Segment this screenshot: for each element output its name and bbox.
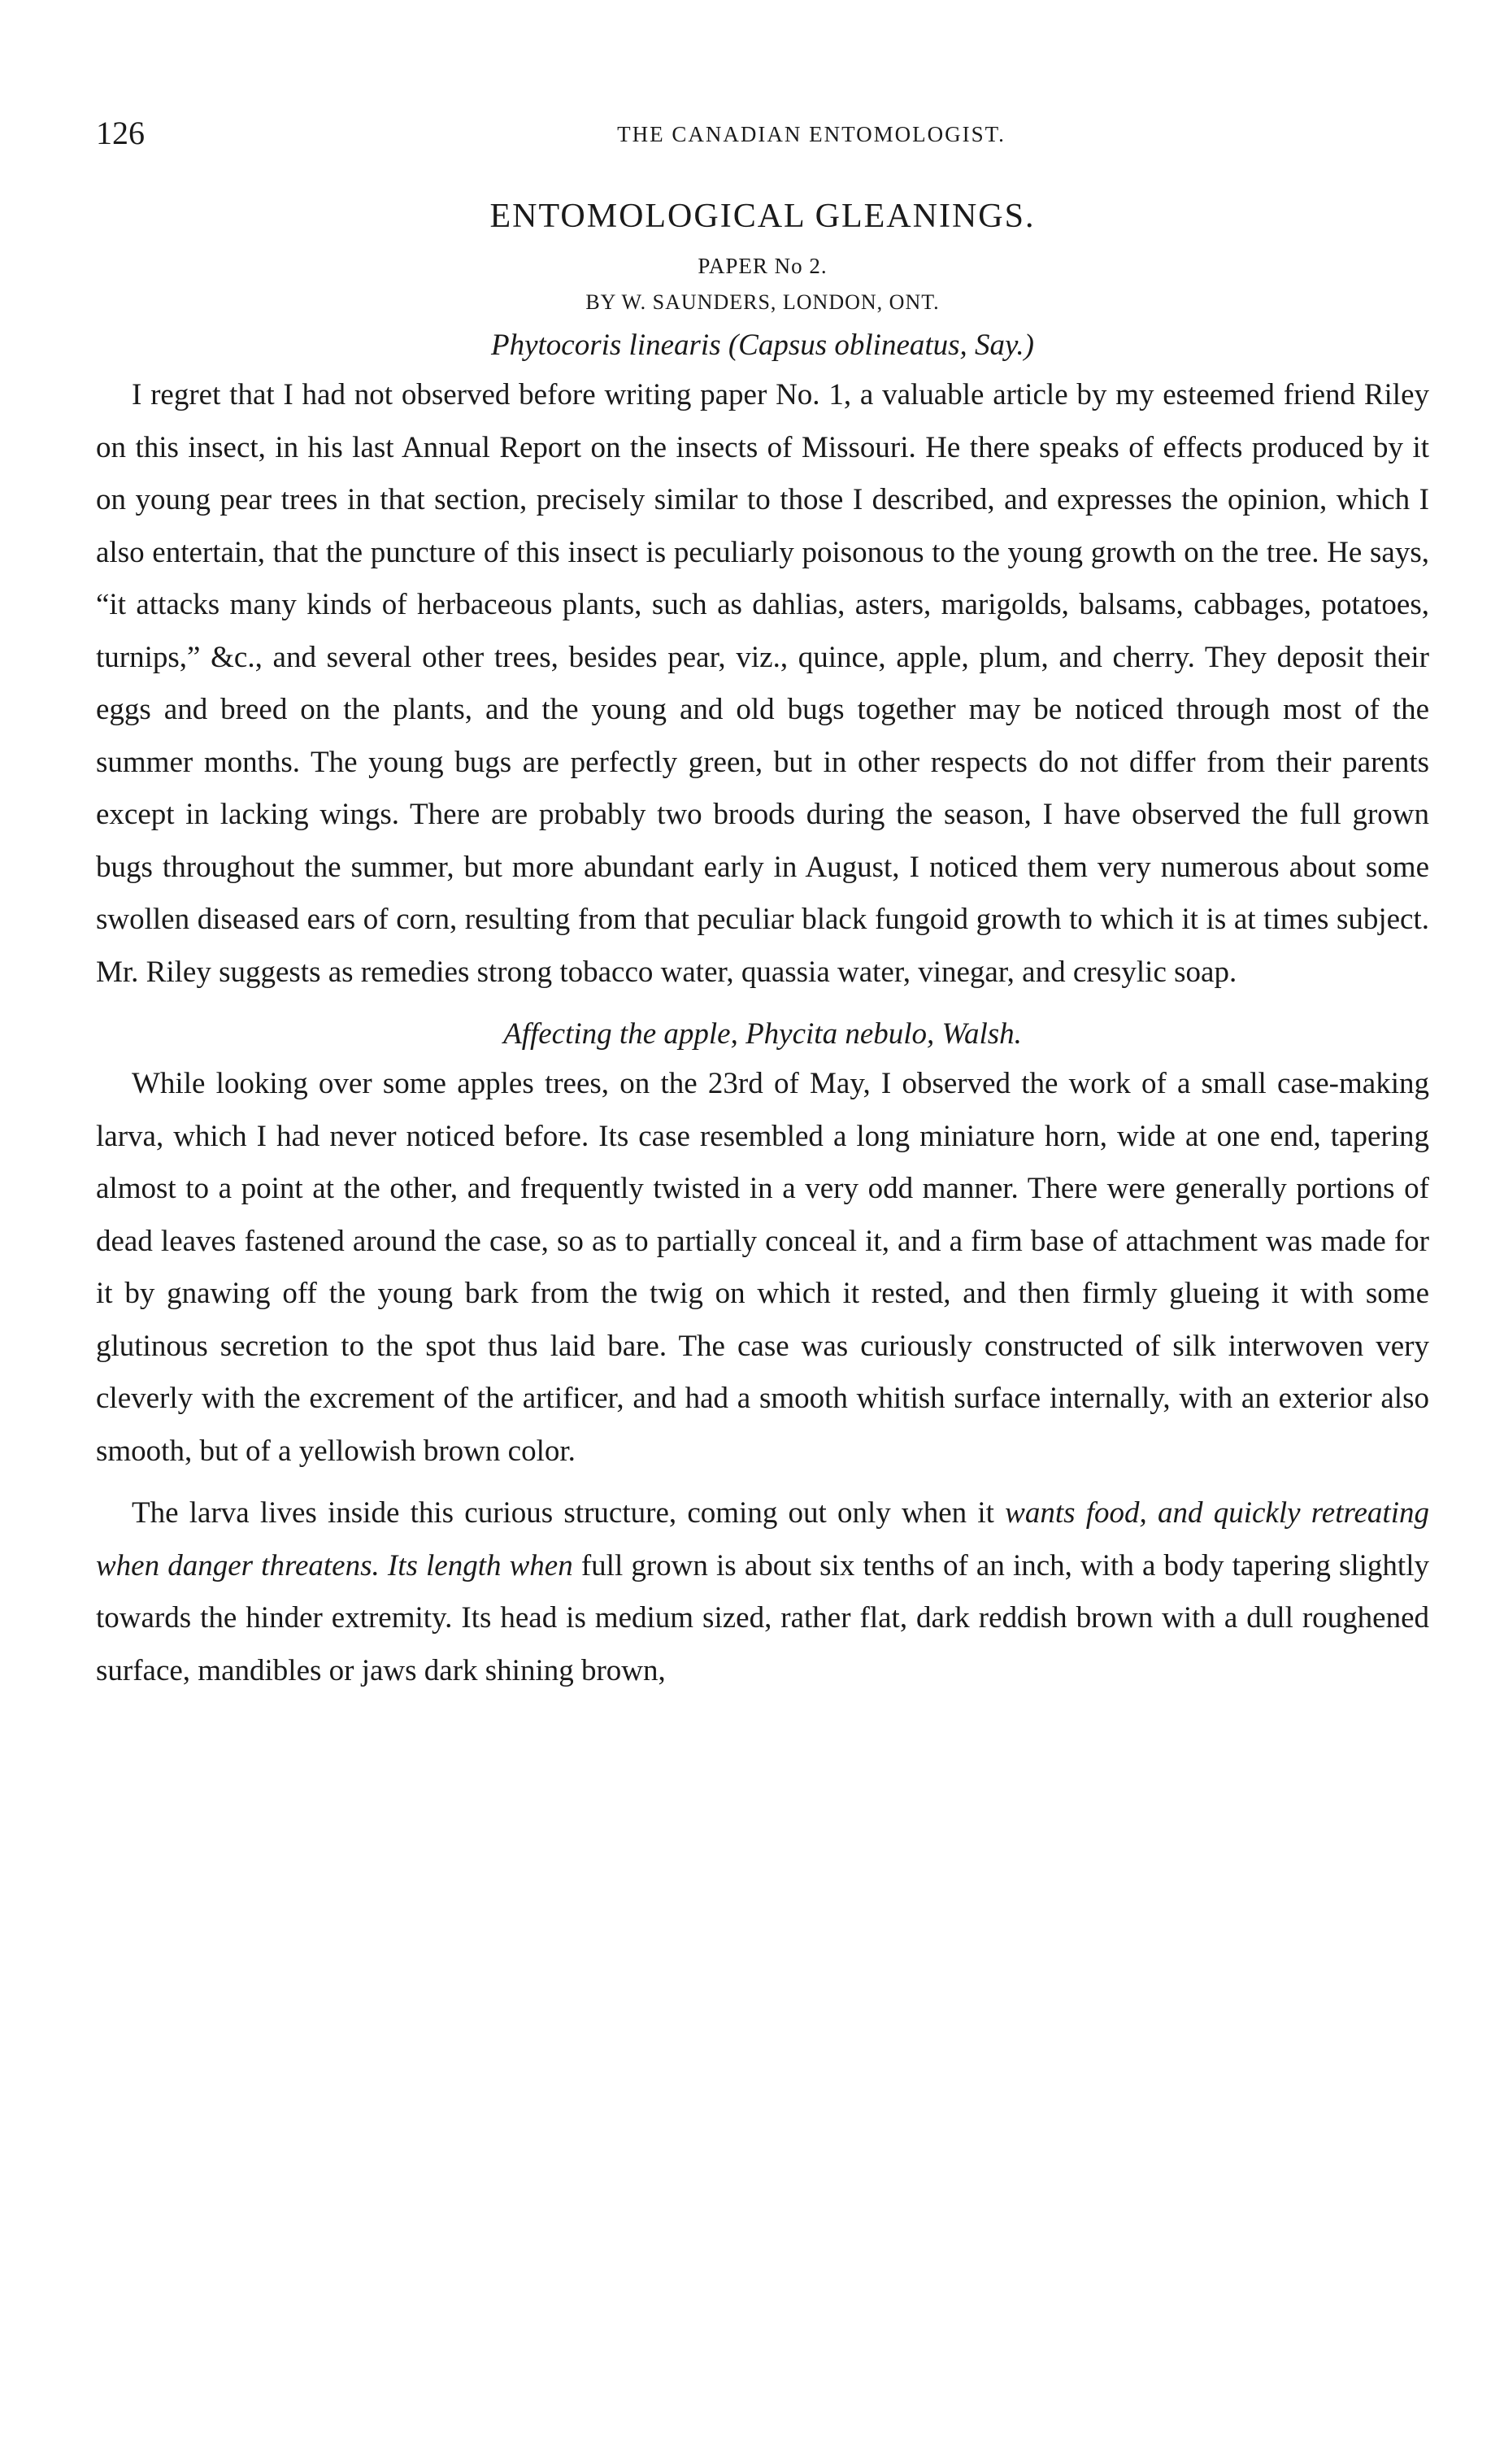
section-heading-phytocoris: Phytocoris linearis (Capsus oblineatus, Say.) xyxy=(490,329,1035,362)
paragraph-larva-italic: wants food, and quickly retreating when danger threatens. Its length when xyxy=(96,1496,1429,1582)
section-heading-phycita xyxy=(96,1017,1429,1051)
author-byline: BY W. SAUNDERS, LONDON, ONT. xyxy=(585,290,940,314)
page-number: 126 xyxy=(96,115,145,151)
paragraph-case-larva: While looking over some apples trees, on the 23rd of May, I observed the work of a small case-making larva, which I had never noticed before. Its case resembled a long miniature horn, wide at one end, tapering almost to a point at the other, and frequently twisted in a very odd manner. There were generally portions of dead leaves fastened around the case, so as to partially conceal it, and a firm base of attachment was made for it by gnawing off the young bark from the twig on which it rested, and then firmly glueing it with some glutinous secretion to the spot thus laid bare. The case was curiously constructed of silk interwoven very cleverly with the excrement of the artificer, and had a smooth whitish surface internally, with an exterior also smooth, but of a yellowish brown color. xyxy=(96,1067,1429,1468)
paper-number: PAPER No 2. xyxy=(698,254,828,278)
journal-page xyxy=(96,114,1429,1697)
paragraph-phytocoris: I regret that I had not observed before writing paper No. 1, a valuable article by my esteemed friend Riley on this insect, in his last Annual Report on the insects of Missouri. He there speaks of effects produced by it on young pear trees in that section, precisely similar to those I described, and expresses the opinion, which I also entertain, that the puncture of this insect is peculiarly poisonous to the young growth on the tree. He says, “it attacks many kinds of herbaceous plants, such as dahlias, asters, marigolds, balsams, cabbages, potatoes, turnips,” &c., and several other trees, besides pear, viz., quince, apple, plum, and cherry. They deposit their eggs and breed on the plants, and the young and old bugs together may be noticed through most of the summer months. The young bugs are perfectly green, but in other respects do not differ from their parents except in lacking wings. There are probably two broods during the season, I have observed the full grown bugs throughout the summer, but more abundant early in August, I noticed them very numerous about some swollen diseased ears of corn, resulting from that peculiar black fungoid growth to which it is at times subject. Mr. Riley suggests as remedies strong tobacco water, quassia water, vinegar, and cresylic soap. xyxy=(96,378,1429,989)
paragraph-larva-end: full grown is about six tenths of an inch, with a body tapering slightly towards the hinder extremity. Its head is medium sized, rather flat, dark reddish brown with a dull roughened surface, mandibles or jaws dark shining brown, xyxy=(96,1548,1429,1687)
article-title: ENTOMOLOGICAL GLEANINGS. xyxy=(489,198,1036,235)
running-head xyxy=(96,114,1429,163)
paragraph-larva-start: The larva lives inside this curious structure, coming out only when it xyxy=(132,1496,1006,1530)
section-heading-phycita-title: Affecting the apple, Phycita nebulo, xyxy=(503,1017,935,1051)
journal-title: THE CANADIAN ENTOMOLOGIST. xyxy=(617,122,1006,146)
section-heading-phycita-author: Walsh. xyxy=(934,1017,1022,1051)
paragraph-larva-description xyxy=(96,1487,1429,1697)
